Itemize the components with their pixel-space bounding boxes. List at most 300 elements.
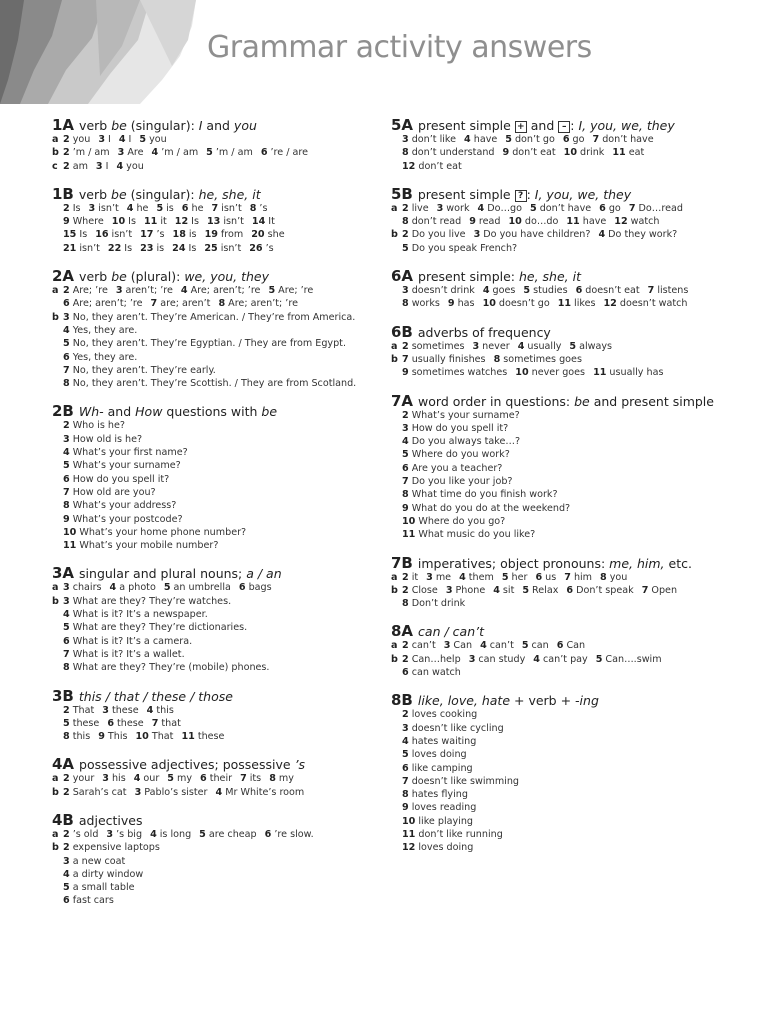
answer-number: 6 bbox=[535, 571, 543, 583]
section-heading bbox=[52, 184, 372, 203]
answer-number: 17 bbox=[140, 229, 154, 241]
answer-number: 15 bbox=[63, 229, 77, 241]
answer-number: 4 bbox=[133, 773, 141, 785]
answer-number: 7 bbox=[402, 476, 409, 488]
boxed-symbol: ? bbox=[515, 190, 527, 202]
section-code: 6A bbox=[391, 267, 414, 286]
answer-text: How do you spell it? bbox=[411, 422, 509, 434]
answer-number: 2 bbox=[402, 229, 409, 241]
exercise-letter: b bbox=[52, 311, 59, 323]
answer-number: 3 bbox=[402, 422, 409, 434]
answer-text: can’t pay bbox=[542, 653, 588, 665]
answer-text: my bbox=[176, 773, 193, 785]
exercise-letter: b bbox=[391, 229, 398, 241]
answer-number: 8 bbox=[493, 353, 501, 365]
answer-number: 5 bbox=[530, 202, 537, 214]
answer-text: don’t like running bbox=[418, 828, 503, 840]
answer-text: Do…read bbox=[638, 202, 683, 214]
answer-line bbox=[52, 786, 372, 799]
answer-number: 3 bbox=[468, 653, 476, 665]
answer-text: That bbox=[72, 704, 95, 716]
answer-number: 8 bbox=[63, 662, 70, 674]
answer-line bbox=[391, 801, 731, 814]
answer-number: 11 bbox=[612, 147, 626, 159]
answer-number: 3 bbox=[472, 340, 480, 352]
heading-text: we, you, they bbox=[184, 269, 270, 285]
answer-text: do…do bbox=[524, 216, 559, 228]
answer-number: 8 bbox=[402, 216, 409, 228]
answer-line bbox=[52, 459, 372, 472]
answer-text: these bbox=[72, 717, 100, 729]
answer-text: don’t have bbox=[539, 202, 592, 214]
answer-number: 5 bbox=[167, 773, 174, 785]
answer-number: 3 bbox=[63, 855, 70, 867]
heading-text: like, love, hate bbox=[417, 693, 511, 709]
answer-number: 3 bbox=[63, 433, 70, 445]
answer-line bbox=[391, 815, 731, 828]
answer-number: 3 bbox=[95, 160, 103, 172]
answer-line bbox=[391, 242, 731, 255]
answer-text: isn’t bbox=[111, 229, 133, 241]
answer-text: isn’t bbox=[223, 216, 244, 228]
answer-number: 7 bbox=[150, 298, 158, 310]
answer-text: has bbox=[457, 298, 475, 310]
answer-text: live bbox=[411, 202, 429, 214]
answer-text: What are they? They’re (mobile) phones. bbox=[72, 662, 270, 674]
answer-text: watch bbox=[630, 216, 660, 228]
answer-number: 4 bbox=[63, 447, 70, 459]
answer-text: never goes bbox=[531, 367, 586, 379]
heading-text: (singular): bbox=[126, 186, 199, 202]
answer-line bbox=[52, 894, 372, 907]
answer-number: 7 bbox=[647, 285, 655, 297]
answer-number: 8 bbox=[218, 298, 226, 310]
exercise-letter: b bbox=[391, 584, 398, 596]
answer-text: What’s your postcode? bbox=[72, 513, 183, 525]
heading-text: questions with bbox=[162, 404, 262, 420]
answer-number: 7 bbox=[63, 648, 70, 660]
answer-number: 9 bbox=[402, 802, 409, 814]
answer-text: What’s your home phone number? bbox=[79, 526, 247, 538]
section-code: 3A bbox=[52, 564, 75, 583]
left-answer-column bbox=[52, 118, 372, 922]
answer-text: me bbox=[435, 571, 452, 583]
answer-text: she bbox=[267, 229, 285, 241]
answer-text: its bbox=[249, 773, 262, 785]
answer-text: is bbox=[156, 242, 165, 254]
answer-number: 3 bbox=[402, 134, 409, 145]
answer-text: fast cars bbox=[72, 895, 114, 907]
answer-text: can bbox=[531, 640, 549, 652]
answer-number: 5 bbox=[522, 584, 530, 596]
answer-number: 6 bbox=[599, 202, 606, 214]
answer-line bbox=[52, 499, 372, 512]
section-code: 5A bbox=[391, 116, 414, 134]
answer-number: 5 bbox=[521, 640, 529, 652]
answer-text: he bbox=[191, 202, 204, 214]
answer-number: 11 bbox=[566, 216, 580, 228]
answer-text: sometimes bbox=[411, 340, 465, 352]
answer-text: Is bbox=[128, 216, 136, 228]
answer-line bbox=[391, 762, 731, 775]
answer-line bbox=[52, 855, 372, 868]
answer-text: Do you speak French? bbox=[411, 242, 518, 254]
answer-number: 6 bbox=[181, 202, 189, 214]
answer-number: 6 bbox=[402, 462, 409, 474]
answer-number: 4 bbox=[109, 582, 117, 594]
answer-text: a photo bbox=[119, 582, 156, 594]
answer-line bbox=[391, 666, 731, 679]
section-3a bbox=[52, 566, 372, 674]
answer-number: 2 bbox=[63, 134, 70, 145]
answer-line bbox=[391, 488, 731, 501]
answer-number: 3 bbox=[473, 229, 481, 241]
section-code: 6B bbox=[391, 322, 413, 341]
answer-number: 3 bbox=[402, 722, 409, 734]
answer-text: go bbox=[608, 202, 621, 214]
answer-number: 6 bbox=[556, 640, 564, 652]
answer-text: What time do you finish work? bbox=[411, 489, 558, 501]
answer-number: 12 bbox=[174, 216, 189, 228]
answer-number: 4 bbox=[517, 340, 525, 352]
answer-number: 4 bbox=[598, 229, 606, 241]
answer-number: 9 bbox=[502, 147, 510, 159]
answer-text: your bbox=[72, 773, 95, 785]
answer-number: 4 bbox=[480, 640, 487, 652]
answer-text: ’m / am bbox=[72, 147, 110, 159]
answer-number: 4 bbox=[482, 285, 490, 297]
answer-text: our bbox=[143, 773, 160, 785]
answer-number: 4 bbox=[63, 324, 70, 336]
answer-text: No, they aren’t. They’re American. / They’re from America. bbox=[72, 311, 356, 323]
answer-text: How old are you? bbox=[72, 486, 156, 498]
answer-text: don’t have bbox=[602, 134, 654, 145]
answer-line bbox=[52, 539, 372, 552]
answer-number: 6 bbox=[107, 717, 115, 729]
answer-number: 5 bbox=[63, 717, 70, 729]
answer-text: from bbox=[220, 229, 244, 241]
answer-number: 5 bbox=[63, 338, 70, 350]
answer-text: Is bbox=[124, 242, 133, 254]
heading-text: can / can’t bbox=[418, 624, 484, 640]
answer-number: 10 bbox=[63, 526, 77, 538]
answer-text: How old is he? bbox=[72, 433, 143, 445]
answer-number: 4 bbox=[126, 202, 134, 214]
answer-text: What’s your first name? bbox=[72, 447, 188, 459]
answer-number: 6 bbox=[63, 635, 70, 647]
answer-number: 3 bbox=[402, 285, 409, 297]
answer-text: don’t understand bbox=[411, 147, 495, 159]
answer-text: ’re / are bbox=[270, 147, 309, 159]
answer-number: 5 bbox=[199, 828, 206, 840]
answer-text: What are they? They’re watches. bbox=[72, 595, 232, 607]
answer-text: don’t like bbox=[411, 134, 457, 145]
answer-number: 21 bbox=[63, 242, 77, 254]
answer-number: 8 bbox=[402, 147, 409, 159]
answer-text: Pablo’s sister bbox=[144, 786, 208, 798]
exercise-letter: a bbox=[391, 571, 398, 583]
answer-line bbox=[52, 146, 372, 159]
answer-text: Are; aren’t; ’re bbox=[72, 298, 143, 310]
answer-number: 3 bbox=[88, 202, 96, 214]
answer-text: these bbox=[111, 704, 139, 716]
answer-text: that bbox=[161, 717, 181, 729]
answer-text: doesn’t drink bbox=[411, 285, 475, 297]
answer-line bbox=[52, 297, 372, 310]
exercise-letter: a bbox=[52, 582, 59, 594]
answer-text: Close bbox=[411, 584, 438, 596]
answer-number: 25 bbox=[204, 242, 218, 254]
answer-text: isn’t bbox=[79, 242, 100, 254]
answer-text: Yes, they are. bbox=[72, 324, 138, 336]
answer-line bbox=[52, 881, 372, 894]
heading-text: be bbox=[261, 404, 278, 420]
heading-text: word order in questions: bbox=[418, 393, 575, 409]
page-title: Grammar activity answers bbox=[207, 30, 592, 65]
answer-text: isn’t bbox=[98, 202, 119, 214]
answer-number: 5 bbox=[163, 582, 171, 594]
answer-text: ’m / am bbox=[215, 147, 253, 159]
answer-number: 9 bbox=[469, 216, 476, 228]
answer-text: him bbox=[573, 571, 593, 583]
section-heading bbox=[391, 118, 731, 133]
answer-number: 9 bbox=[402, 502, 409, 514]
answer-number: 3 bbox=[436, 202, 444, 214]
answer-number: 3 bbox=[443, 640, 451, 652]
section-4b bbox=[52, 810, 372, 908]
answer-text: is long bbox=[159, 828, 192, 840]
answer-line bbox=[52, 635, 372, 648]
heading-text: verb bbox=[78, 186, 112, 202]
answer-line bbox=[391, 462, 731, 475]
answer-line bbox=[52, 868, 372, 881]
answer-number: 2 bbox=[63, 828, 70, 840]
heading-text: and present simple bbox=[589, 393, 714, 409]
heading-text: be bbox=[111, 186, 127, 202]
answer-text: hates waiting bbox=[411, 735, 477, 747]
answer-line bbox=[391, 366, 731, 379]
heading-text: ’s bbox=[294, 757, 306, 773]
answer-number: 7 bbox=[402, 775, 409, 787]
answer-number: 4 bbox=[118, 134, 126, 145]
answer-line bbox=[391, 597, 731, 610]
answer-text: sometimes goes bbox=[503, 353, 582, 365]
section-code: 4A bbox=[52, 755, 75, 774]
answer-number: 5 bbox=[501, 571, 509, 583]
section-5b bbox=[391, 184, 731, 255]
answer-number: 4 bbox=[402, 436, 409, 448]
answer-number: 2 bbox=[402, 340, 409, 352]
answer-number: 4 bbox=[402, 735, 409, 747]
exercise-letter: a bbox=[391, 340, 398, 352]
answer-number: 8 bbox=[600, 571, 607, 583]
answer-number: 5 bbox=[569, 340, 577, 352]
answer-line bbox=[52, 526, 372, 539]
heading-text: How bbox=[135, 404, 163, 420]
answer-line bbox=[391, 788, 731, 801]
answer-text: That bbox=[151, 731, 174, 743]
heading-text: be bbox=[111, 269, 127, 285]
answer-text: ’s old bbox=[72, 828, 99, 840]
answer-line bbox=[52, 772, 372, 785]
answer-text: us bbox=[545, 571, 557, 583]
heading-text: verb bbox=[79, 269, 112, 285]
exercise-letter: b bbox=[52, 595, 59, 607]
answer-text: Don’t drink bbox=[411, 598, 466, 610]
answer-number: 6 bbox=[63, 351, 70, 363]
answer-text: drink bbox=[580, 147, 605, 159]
answer-text: Mr White’s room bbox=[225, 786, 305, 798]
answer-number: 5 bbox=[63, 460, 70, 472]
answer-text: What do you do at the weekend? bbox=[411, 502, 571, 514]
answer-number: 8 bbox=[269, 773, 276, 785]
heading-text: adverbs of frequency bbox=[417, 324, 551, 340]
answer-line bbox=[52, 581, 372, 594]
answer-text: Are; ’re bbox=[278, 285, 314, 297]
answer-number: 18 bbox=[172, 229, 186, 241]
answer-text: their bbox=[209, 773, 233, 785]
answer-text: Where bbox=[72, 216, 104, 228]
answer-text: you bbox=[72, 134, 91, 145]
answer-line bbox=[391, 515, 731, 528]
answer-line bbox=[391, 297, 731, 310]
heading-text: and bbox=[103, 404, 136, 420]
answer-line bbox=[391, 841, 731, 854]
answer-number: 6 bbox=[63, 895, 70, 907]
answer-line bbox=[391, 146, 731, 159]
heading-text: and bbox=[202, 118, 234, 133]
answer-number: 6 bbox=[402, 762, 409, 774]
section-code: 2B bbox=[52, 402, 74, 421]
answer-number: 8 bbox=[402, 789, 409, 801]
answer-text: I bbox=[128, 134, 132, 145]
answer-number: 4 bbox=[116, 160, 124, 172]
answer-text: it bbox=[411, 571, 419, 583]
answer-number: 2 bbox=[63, 773, 70, 785]
answer-line bbox=[52, 311, 372, 324]
answer-line bbox=[52, 704, 372, 717]
section-heading bbox=[52, 118, 372, 133]
answer-text: usually finishes bbox=[411, 353, 486, 365]
answer-line bbox=[52, 433, 372, 446]
answer-text: ’s bbox=[259, 202, 268, 214]
answer-text: usually has bbox=[609, 367, 664, 379]
answer-number: 5 bbox=[595, 653, 603, 665]
answer-text: have bbox=[473, 134, 498, 145]
heading-text: adjectives bbox=[78, 812, 143, 828]
answer-text: is bbox=[188, 229, 197, 241]
section-3b bbox=[52, 686, 372, 744]
answer-number: 22 bbox=[107, 242, 122, 254]
exercise-letter: b bbox=[391, 653, 398, 665]
answer-number: 6 bbox=[238, 582, 246, 594]
answer-line bbox=[52, 419, 372, 432]
answer-number: 26 bbox=[249, 242, 263, 254]
answer-number: 12 bbox=[614, 216, 628, 228]
answer-text: these bbox=[117, 717, 144, 729]
heading-text: etc. bbox=[664, 555, 692, 571]
answer-number: 11 bbox=[402, 828, 416, 840]
section-heading bbox=[391, 624, 731, 639]
answer-text: Is bbox=[79, 229, 88, 241]
answer-text: Is bbox=[72, 202, 81, 214]
answer-number: 6 bbox=[562, 134, 570, 145]
answer-number: 12 bbox=[603, 298, 617, 310]
answer-number: 3 bbox=[102, 704, 109, 716]
answer-number: 4 bbox=[146, 704, 154, 716]
heading-text: present simple: bbox=[418, 269, 519, 285]
section-code: 7A bbox=[391, 391, 414, 410]
answer-text: What’s your mobile number? bbox=[79, 540, 219, 552]
answer-text: Do you have children? bbox=[483, 229, 591, 241]
answer-line bbox=[391, 775, 731, 788]
answer-line bbox=[52, 446, 372, 459]
answer-line bbox=[52, 648, 372, 661]
heading-text: you bbox=[233, 118, 257, 133]
answer-number: 2 bbox=[402, 571, 409, 583]
answer-number: 7 bbox=[641, 584, 649, 596]
answer-number: 11 bbox=[402, 529, 416, 541]
section-2a bbox=[52, 269, 372, 390]
answer-number: 8 bbox=[402, 298, 409, 310]
answer-text: No, they aren’t. They’re Scottish. / They are from Scotland. bbox=[72, 378, 357, 390]
answer-number: 7 bbox=[151, 717, 159, 729]
answer-text: Who is he? bbox=[72, 420, 125, 432]
answer-text: No, they aren’t. They’re early. bbox=[72, 364, 216, 376]
answer-text: Phone bbox=[455, 584, 486, 596]
answer-number: 6 bbox=[566, 584, 574, 596]
answer-number: 4 bbox=[493, 584, 500, 596]
answer-text: ’re slow. bbox=[274, 828, 314, 840]
exercise-letter: a bbox=[391, 640, 398, 652]
answer-text: loves doing bbox=[418, 842, 474, 854]
answer-line bbox=[391, 653, 731, 666]
answer-text: Are; aren’t; ’re bbox=[228, 298, 298, 310]
answer-text: isn’t bbox=[221, 202, 242, 214]
answer-line bbox=[52, 486, 372, 499]
section-code: 4B bbox=[52, 810, 74, 829]
heading-text: Wh- bbox=[78, 404, 104, 420]
answer-text: can watch bbox=[411, 667, 461, 679]
answer-number: 9 bbox=[98, 731, 105, 743]
answer-text: This bbox=[107, 731, 128, 743]
answer-number: 8 bbox=[402, 489, 409, 501]
answer-text: am bbox=[72, 160, 88, 172]
section-heading bbox=[391, 391, 731, 410]
answer-number: 4 bbox=[63, 868, 70, 880]
answer-text: No, they aren’t. They’re Egyptian. / They are from Egypt. bbox=[72, 338, 346, 350]
answer-number: 16 bbox=[95, 229, 109, 241]
section-code: 8B bbox=[391, 691, 413, 710]
answer-text: What is it? It’s a camera. bbox=[72, 635, 193, 647]
section-code: 2A bbox=[52, 267, 75, 286]
answer-text: Do you always take…? bbox=[411, 436, 521, 448]
answer-text: How do you spell it? bbox=[72, 473, 170, 485]
answer-text: Are you a teacher? bbox=[411, 462, 503, 474]
answer-number: 8 bbox=[63, 500, 70, 512]
section-heading bbox=[52, 404, 372, 419]
answer-text: work bbox=[446, 202, 470, 214]
answer-text: goes bbox=[492, 285, 516, 297]
section-1a bbox=[52, 118, 372, 173]
answer-number: 4 bbox=[63, 609, 70, 621]
heading-text: possessive adjectives; possessive bbox=[79, 757, 295, 773]
answer-number: 3 bbox=[98, 134, 106, 145]
answer-number: 4 bbox=[215, 786, 223, 798]
answer-number: 11 bbox=[557, 298, 572, 310]
answer-number: 2 bbox=[402, 709, 409, 721]
heading-text: I bbox=[198, 118, 203, 133]
